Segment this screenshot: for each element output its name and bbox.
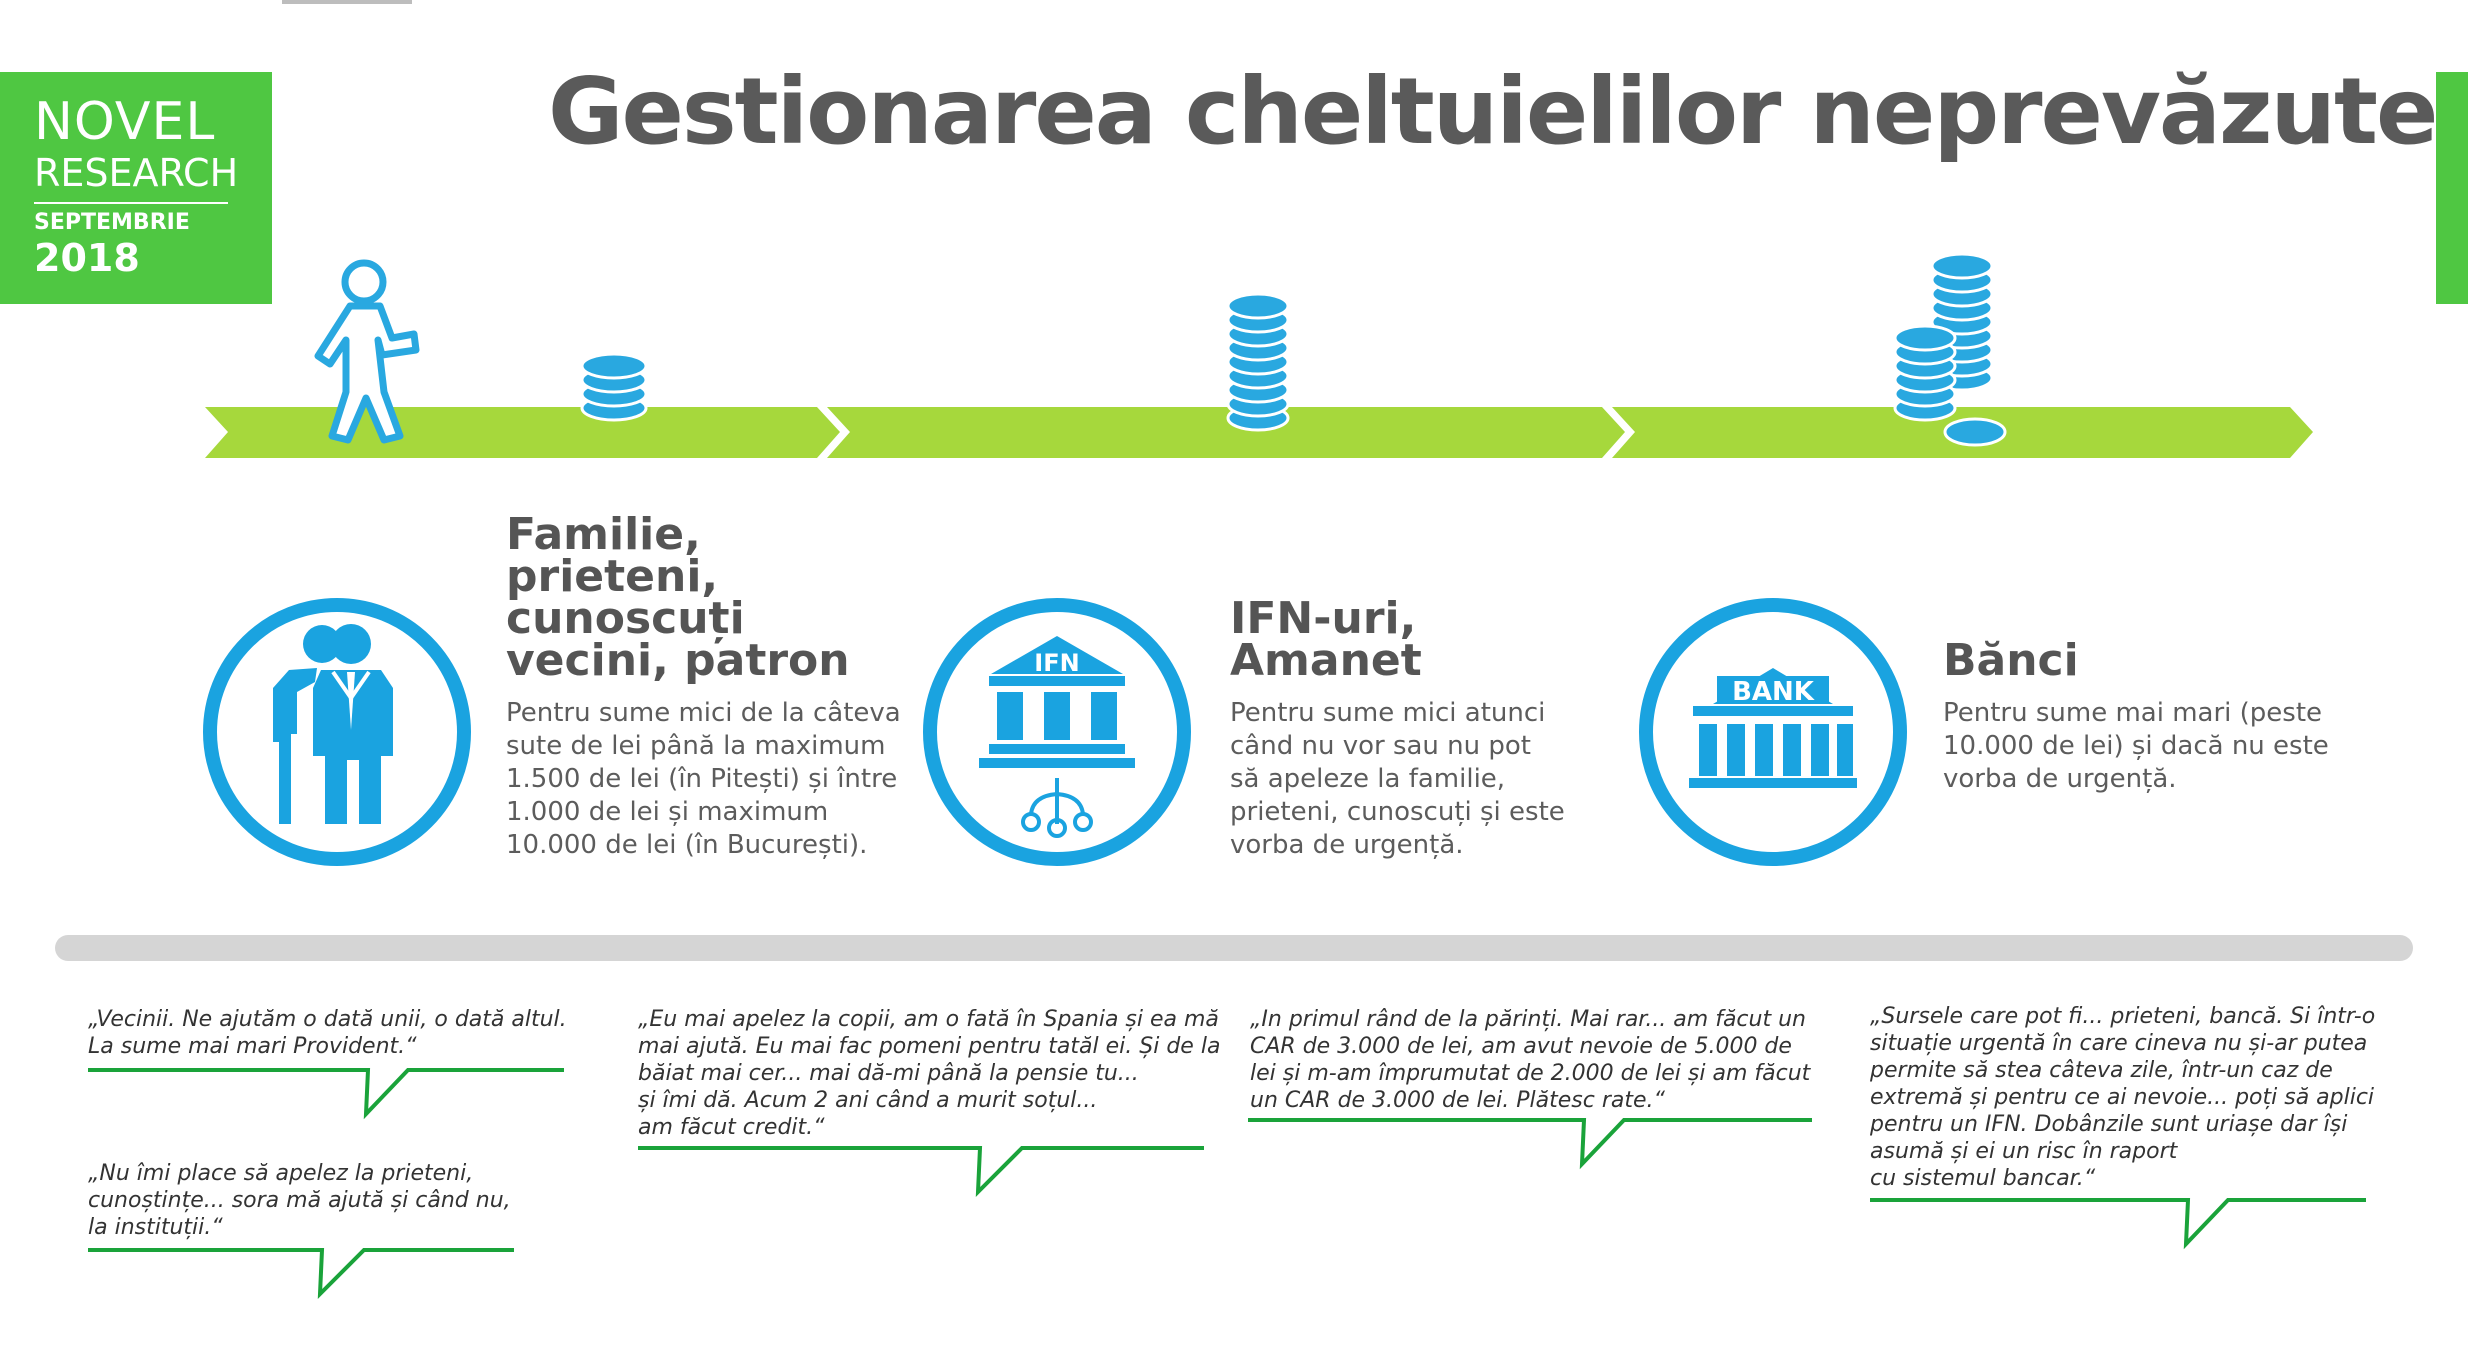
- bank-icon-label: BANK: [1732, 677, 1814, 707]
- quote-3-pointer: [636, 1142, 1208, 1198]
- progression-graphic: [0, 0, 2468, 480]
- badge-line2: RESEARCH: [34, 151, 239, 195]
- ifn-icon-label: IFN: [1034, 649, 1080, 677]
- coin-stack-medium-icon: [1228, 294, 1288, 430]
- quote-2: „Nu îmi place să apelez la prieteni, cunoștințe... sora mă ajută și când nu, la instituții.“: [88, 1161, 511, 1240]
- badge-line1: NOVEL: [34, 92, 216, 152]
- section-ifn-description: Pentru sume mici atunci când nu vor sau nu pot să apeleze la familie, prieteni, cunoscuți și este vorba de urgență.: [1230, 698, 1565, 860]
- page-title: Gestionarea cheltuielilor neprevăzute: [548, 58, 2437, 165]
- section-bank-description: Pentru sume mai mari (peste 10.000 de lei) și dacă nu este vorba de urgență.: [1943, 698, 2329, 794]
- quote-5-pointer: [1868, 1194, 2368, 1250]
- section-family-description: Pentru sume mici de la câteva sute de lei până la maximum 1.500 de lei (în Pitești) și între 1.000 de lei și maximum 10.000 de lei (în București).: [506, 698, 901, 860]
- quote-3: „Eu mai apelez la copii, am o fată în Spania și ea mă mai ajută. Eu mai fac pomeni pentru tatăl ei. Și de la băiat mai cer... mai dă-mi până la pensie tu... și îmi dă. Acum 2 ani când a murit soțul... am făcut credit.“: [638, 1007, 1221, 1140]
- badge-month: SEPTEMBRIE: [34, 210, 190, 235]
- quote-4-pointer: [1246, 1114, 1818, 1170]
- ifn-building-icon: [917, 592, 1197, 872]
- quote-5: „Sursele care pot fi... prieteni, bancă. Si într-o situație urgentă în care cineva nu și-ar putea permite să stea câteva zile, într-un caz de extremă și pentru ce ai nevoie... poți să aplici pentru un IFN. Dobânzile sunt uriașe dar își asumă și ei un risc în raport cu sistemul bancar.“: [1870, 1004, 2376, 1191]
- arrow-segment-1: [205, 407, 840, 458]
- quote-1: „Vecinii. Ne ajutăm o dată unii, o dată altul. La sume mai mari Provident.“: [88, 1007, 567, 1059]
- quote-1-pointer: [86, 1064, 566, 1120]
- bank-building-icon: [1633, 592, 1913, 872]
- badge-year: 2018: [34, 236, 140, 280]
- section-bank-heading: Bănci: [1943, 635, 2079, 686]
- quote-2-pointer: [86, 1244, 518, 1300]
- arrow-segment-2: [827, 407, 1625, 458]
- section-family-heading: Familie, prieteni, cunoscuți vecini, patron: [506, 509, 850, 686]
- section-divider: [55, 935, 2413, 961]
- quote-4: „In primul rând de la părinți. Mai rar... am făcut un CAR de 3.000 de lei, am avut nevoie de 5.000 de lei și m-am împrumutat de 2.000 de lei și am făcut un CAR de 3.000 de lei. Plătesc rate.“: [1250, 1007, 1811, 1113]
- people-icon: [197, 592, 477, 872]
- section-ifn-heading: IFN-uri, Amanet: [1230, 593, 1422, 686]
- coin-stack-small-icon: [582, 354, 646, 420]
